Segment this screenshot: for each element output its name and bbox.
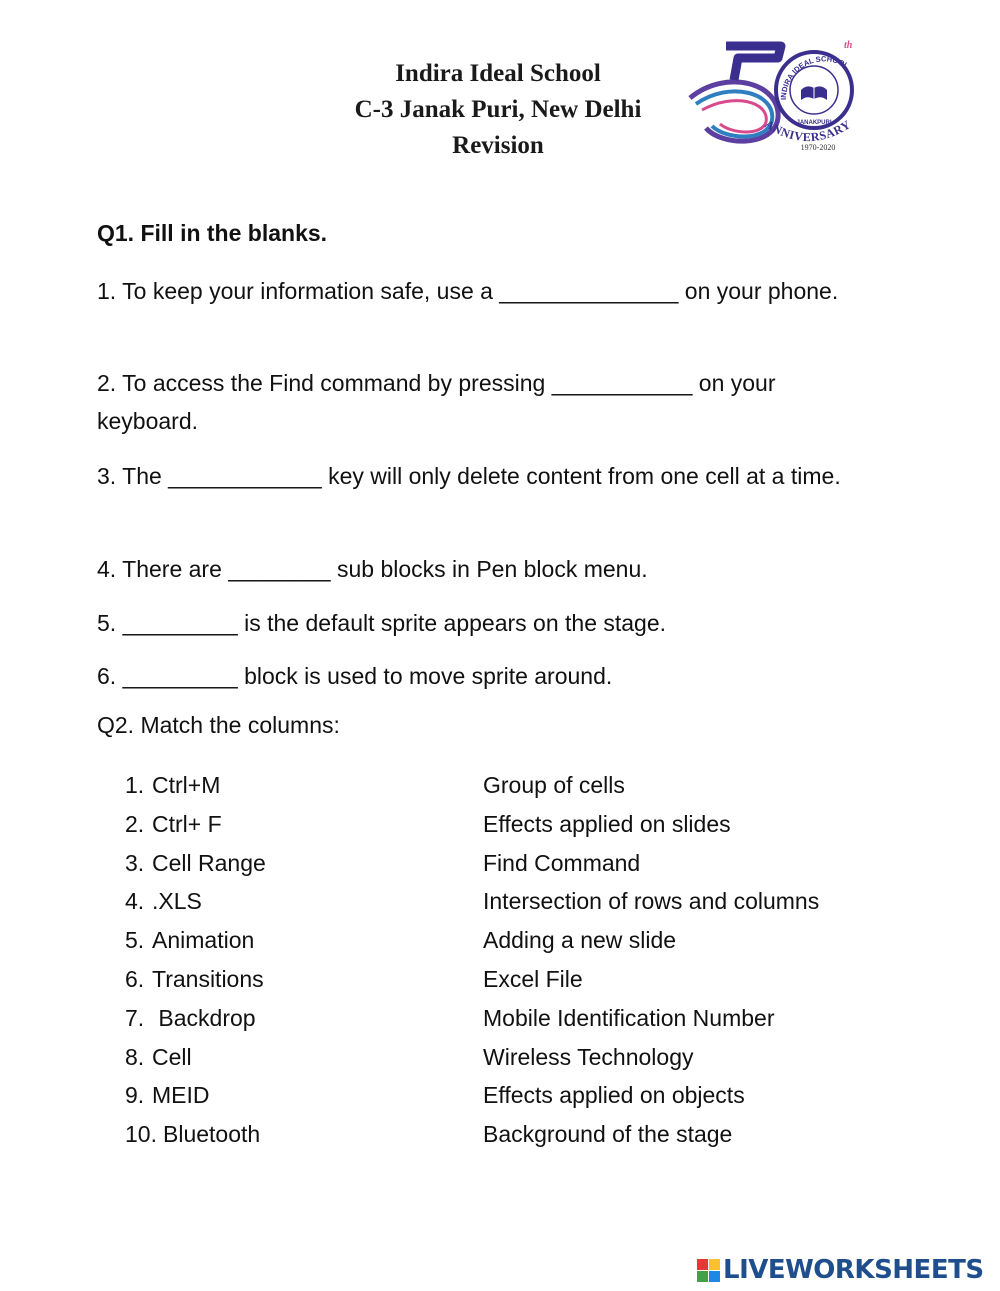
row-number: 1. [125, 772, 145, 798]
match-row [125, 844, 885, 883]
match-term: Ctrl+M [152, 772, 221, 798]
match-term: Ctrl+ F [152, 810, 222, 837]
match-row [125, 999, 885, 1038]
match-term: Bluetooth [163, 1121, 261, 1148]
match-definition: Find Command [483, 849, 641, 876]
match-row [125, 1115, 885, 1154]
logo-th: th [844, 40, 853, 51]
logo-bottom-text: JANAKPURI [796, 120, 832, 126]
row-number: 8. [125, 1043, 145, 1070]
match-row [125, 805, 885, 844]
q1-item: 6. _________ block is used to move sprite around. [97, 663, 613, 689]
row-number: 10. [125, 1121, 157, 1148]
match-term: Cell [152, 1043, 192, 1070]
match-definition: Group of cells [483, 772, 625, 798]
row-number: 6. [125, 965, 145, 992]
match-row [125, 960, 885, 999]
match-term: Cell Range [152, 849, 266, 876]
match-definition: Mobile Identification Number [483, 1004, 775, 1031]
q1-item: 2. To access the Find command by pressing ___________ on your keyboard. [97, 370, 776, 434]
match-row [125, 921, 885, 960]
match-definition: Wireless Technology [483, 1043, 694, 1070]
match-definition: Effects applied on objects [483, 1082, 745, 1109]
match-definition: Adding a new slide [483, 927, 677, 954]
logo-years: 1970-2020 [800, 143, 836, 152]
row-number: 3. [125, 849, 145, 876]
logo-anniversary-text: ANNIVERSARY [762, 116, 854, 145]
row-number: 9. [125, 1082, 145, 1109]
match-row [125, 1076, 885, 1115]
match-definition: Effects applied on slides [483, 810, 731, 837]
match-row [125, 766, 885, 805]
q1-item: 1. To keep your information safe, use a ______________ on your phone. [97, 278, 839, 304]
school-name: Indira Ideal School [395, 60, 601, 87]
match-term: MEID [152, 1082, 210, 1109]
school-anniversary-logo [686, 38, 862, 156]
q2-title: Q2. Match the columns: [97, 712, 340, 738]
match-term: Animation [152, 927, 255, 954]
row-number: 5. [125, 927, 145, 954]
liveworksheets-brand[interactable] [697, 1254, 984, 1286]
match-term: Transitions [152, 965, 264, 992]
q1-item: 4. There are ________ sub blocks in Pen block menu. [97, 556, 648, 582]
school-address: C-3 Janak Puri, New Delhi [354, 96, 642, 123]
brand-name: LIVEWORKSHEETS [723, 1255, 984, 1285]
match-columns-table [125, 766, 885, 1154]
match-definition: Background of the stage [483, 1121, 733, 1148]
row-number: 2. [125, 810, 145, 837]
document-header [300, 56, 696, 164]
row-number: 4. [125, 888, 145, 915]
q1-item: 3. The ____________ key will only delete content from one cell at a time. [97, 463, 841, 489]
match-definition: Excel File [483, 965, 583, 992]
logo-number: 50 [742, 108, 743, 109]
match-term: Backdrop [152, 1004, 256, 1031]
match-term: .XLS [152, 888, 202, 915]
q1-item: 5. _________ is the default sprite appears on the stage. [97, 610, 667, 636]
row-number: 7. [125, 1004, 145, 1031]
match-row [125, 1038, 885, 1077]
match-row [125, 882, 885, 921]
match-definition: Intersection of rows and columns [483, 888, 820, 915]
document-subtitle: Revision [452, 132, 544, 159]
logo-ring-text: INDIRA IDEAL SCHOOL [778, 54, 851, 101]
liveworksheets-logo-icon [697, 1259, 720, 1282]
q1-title: Q1. Fill in the blanks. [97, 220, 328, 246]
